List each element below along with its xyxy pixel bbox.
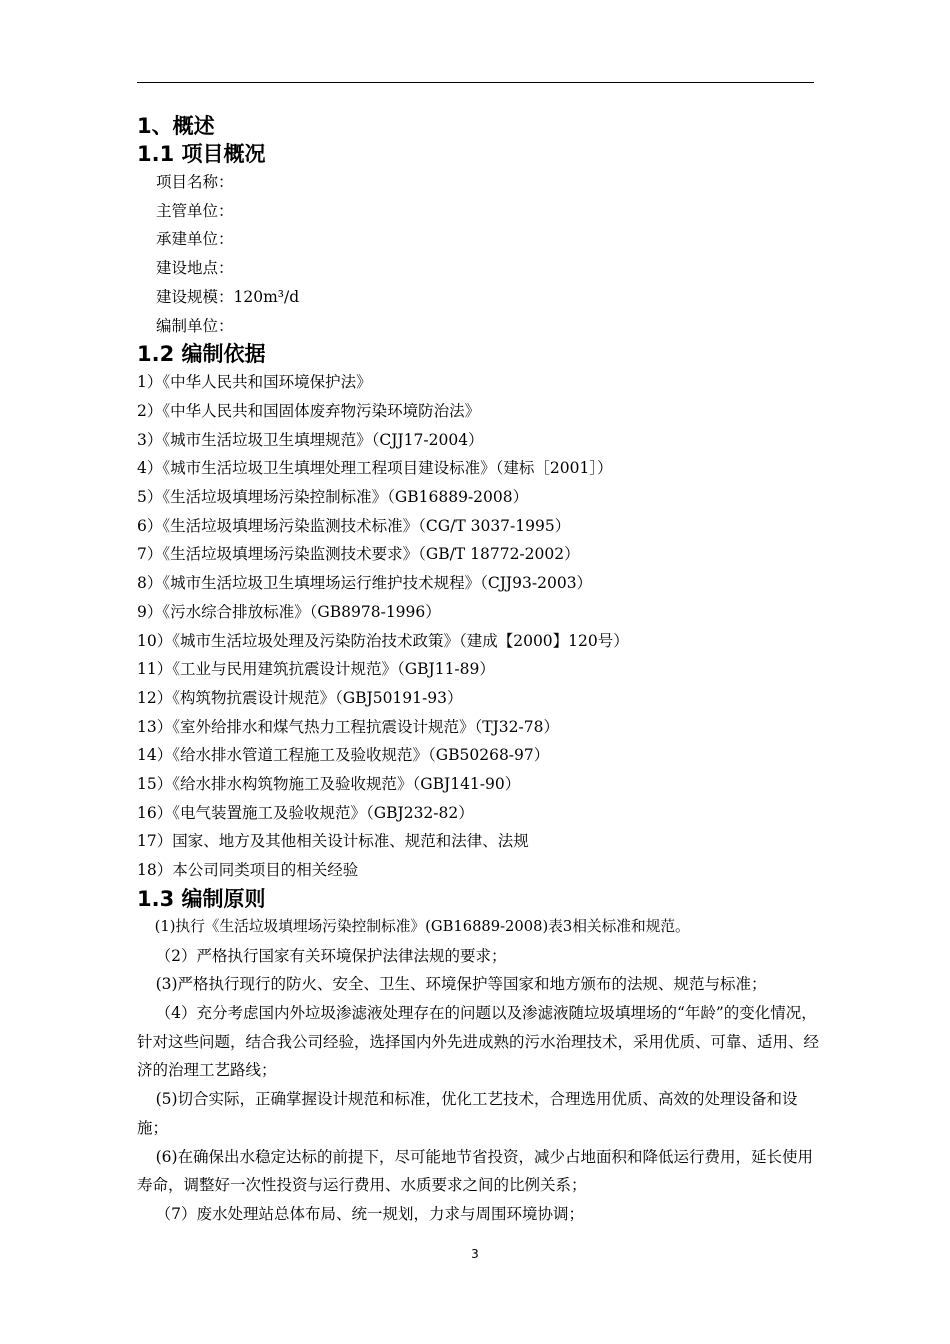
heading-overview: 1、概述 [137,114,215,138]
principle-paragraph: (3)严格执行现行的防火、安全、卫生、环境保护等国家和地方颁布的法规、规范与标准； [155,975,767,994]
header-rule [137,82,814,83]
location-row: 建设地点： [156,259,234,278]
principles-list [137,913,827,1229]
reference-item: 17）国家、地方及其他相关设计标准、规范和法律、法规 [137,832,529,851]
principle-paragraph: (6)在确保出水稳定达标的前提下，尽可能地节省投资，减少占地面积和降低运行费用，延长使用寿命，调整好一次性投资与运行费用、水质要求之间的比例关系； [137,1147,814,1195]
reference-item: 9）《污水综合排放标准》（GB8978-1996） [137,602,441,621]
reference-list [137,368,827,885]
principle-paragraph: （4）充分考虑国内外垃圾渗滤液处理存在的问题以及渗滤液随垃圾填埋场的“年龄”的变化情况，针对这些问题，结合我公司经验，选择国内外先进成熟的污水治理技术，采用优质、可靠、适用、经济的治理工艺路线； [137,1003,820,1080]
principle-paragraph: (1)执行《生活垃圾填埋场污染控制标准》(GB16889-2008)表3相关标准和规范。 [154,917,690,935]
project-name-row: 项目名称： [156,173,234,191]
reference-item: 3）《城市生活垃圾卫生填埋规范》（CJJ17-2004） [137,430,484,449]
heading-project-overview: 1.1 项目概况 [137,142,266,166]
reference-item: 10）《城市生活垃圾处理及污染防治技术政策》（建成【2000】120号） [137,631,629,650]
reference-item: 1）《中华人民共和国环境保护法》 [137,373,372,392]
contractor-row: 承建单位： [156,230,234,249]
page-number: 3 [471,1247,479,1261]
principle-paragraph: (5)切合实际，正确掌握设计规范和标准，优化工艺技术，合理选用优质、高效的处理设备和设施； [137,1090,798,1137]
reference-item: 8）《城市生活垃圾卫生填埋场运行维护技术规程》（CJJ93-2003） [137,574,593,593]
reference-item: 14）《给水排水管道工程施工及验收规范》（GB50268-97） [137,746,550,765]
reference-item: 5）《生活垃圾填埋场污染控制标准》（GB16889-2008） [137,488,529,507]
project-info-list [137,168,827,340]
reference-item: 4）《城市生活垃圾卫生填埋处理工程项目建设标准》（建标［2001］） [137,459,613,478]
reference-item: 18）本公司同类项目的相关经验 [137,861,359,880]
scale-row: 建设规模：120m³/d [156,287,300,306]
principle-paragraph: （7）废水处理站总体布局、统一规划，力求与周围环境协调； [155,1204,584,1223]
reference-item: 6）《生活垃圾填埋场污染监测技术标准》（CG/T 3037-1995） [137,516,571,535]
reference-item: 16）《电气装置施工及验收规范》（GBJ232-82） [137,803,474,822]
reference-item: 13）《室外给排水和煤气热力工程抗震设计规范》（TJ32-78） [137,717,559,736]
reference-item: 2）《中华人民共和国固体废弃物污染环境防治法》 [137,401,481,420]
reference-item: 12）《构筑物抗震设计规范》（GBJ50191-93） [137,688,463,707]
reference-item: 11）《工业与民用建筑抗震设计规范》（GBJ11-89） [137,660,495,679]
page-content [137,112,827,1229]
compiler-row: 编制单位： [156,316,234,335]
principle-paragraph: （2）严格执行国家有关环境保护法律法规的要求； [155,946,507,965]
supervisor-row: 主管单位： [156,201,234,220]
heading-compilation-basis: 1.2 编制依据 [137,342,266,367]
reference-item: 15）《给水排水构筑物施工及验收规范》（GBJ141-90） [137,775,521,794]
reference-item: 7）《生活垃圾填埋场污染监测技术要求》（GB/T 18772-2002） [137,545,580,564]
heading-compilation-principles: 1.3 编制原则 [137,886,266,911]
